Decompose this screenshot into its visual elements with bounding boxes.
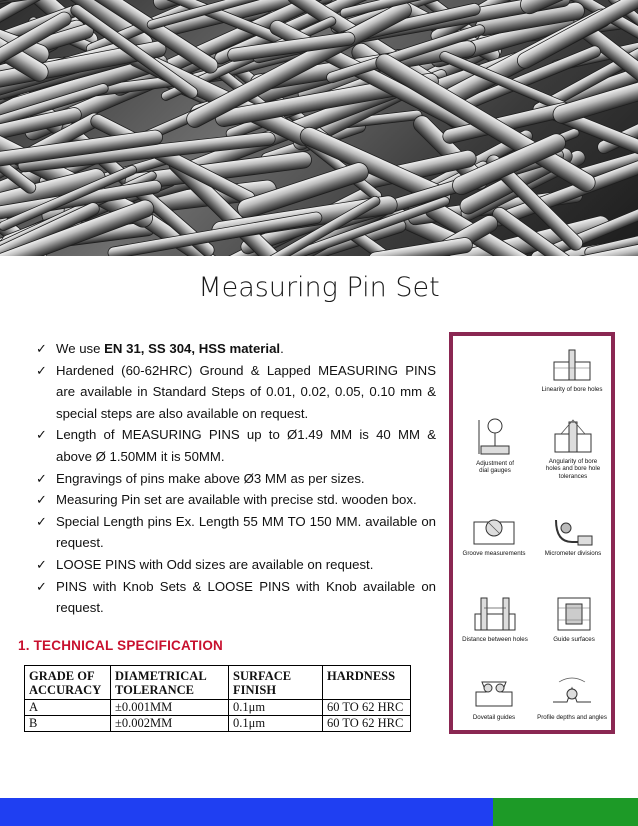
check-icon: ✓ (36, 427, 47, 443)
footer-bar-green (493, 798, 638, 826)
diagram-linearity: Linearity of bore holes (533, 348, 611, 393)
table-cell: ±0.002MM (111, 716, 229, 732)
pins-photo-illustration (0, 0, 638, 256)
dial-gauge-icon (475, 416, 515, 458)
feature-item: ✓ Measuring Pin set are available with precise std. wooden box. (36, 489, 436, 511)
section-heading: 1. TECHNICAL SPECIFICATION (18, 638, 223, 653)
check-icon: ✓ (36, 556, 47, 572)
check-icon: ✓ (36, 492, 47, 508)
header-grade: GRADE OF ACCURACY (25, 666, 111, 700)
feature-list (36, 338, 436, 619)
table-cell: B (25, 716, 111, 732)
table-cell: A (25, 700, 111, 716)
page-title: Measuring Pin Set (198, 272, 440, 303)
feature-item: ✓ PINS with Knob Sets & LOOSE PINS with Knob available on request. (36, 576, 436, 619)
guide-surfaces-icon (554, 594, 594, 634)
hero-pins-photo (0, 0, 638, 256)
check-icon: ✓ (36, 470, 47, 486)
feature-item: ✓ Length of MEASURING PINS up to Ø1.49 MM is 40 MM & above Ø 1.50MM it is 50MM. (36, 424, 436, 467)
footer-bar-blue (0, 798, 493, 826)
diagram-dovetail: Dovetail guides (459, 672, 529, 721)
table-row (25, 716, 411, 732)
profile-angles-icon (549, 672, 595, 712)
table-cell: 60 TO 62 HRC (323, 700, 411, 716)
diagram-distance: Distance between holes (457, 594, 533, 643)
header-finish: SURFACE FINISH (229, 666, 323, 700)
table-cell: 0.1μm (229, 716, 323, 732)
diagram-micrometer: Micrometer divisions (535, 514, 611, 557)
header-tolerance: DIAMETRICAL TOLERANCE (111, 666, 229, 700)
diagram-dial-adjust: Adjustment of dial gauges (461, 416, 529, 475)
diagram-profile: Profile depths and angles (531, 672, 613, 721)
applications-diagram-panel (449, 332, 615, 734)
micrometer-icon (550, 514, 596, 548)
diagram-guide: Guide surfaces (537, 594, 611, 643)
dovetail-icon (472, 672, 516, 712)
check-icon: ✓ (36, 341, 47, 356)
linearity-icon (552, 348, 592, 384)
angularity-icon (553, 416, 593, 456)
header-hardness: HARDNESS (323, 666, 411, 700)
spec-table (24, 665, 411, 732)
steel-pin (367, 236, 473, 256)
feature-item: ✓ Engravings of pins make above Ø3 MM as per sizes. (36, 468, 436, 490)
table-cell: ±0.001MM (111, 700, 229, 716)
diagram-angularity: Angularity of bore holes and bore hole tolerances (535, 416, 611, 480)
feature-item: ✓ We use EN 31, SS 304, HSS material. (36, 338, 436, 360)
table-cell: 0.1μm (229, 700, 323, 716)
feature-item: ✓ LOOSE PINS with Odd sizes are available on request. (36, 554, 436, 576)
diagram-groove: Groove measurements (457, 514, 531, 557)
feature-item: ✓ Hardened (60-62HRC) Ground & Lapped MEASURING PINS are available in Standard Steps of 0.01, 0.02, 0.05, 0.10 mm & special steps are also available on request. (36, 360, 436, 425)
check-icon: ✓ (36, 362, 47, 378)
check-icon: ✓ (36, 513, 47, 529)
table-cell: 60 TO 62 HRC (323, 716, 411, 732)
check-icon: ✓ (36, 578, 47, 594)
feature-item: ✓ Special Length pins Ex. Length 55 MM TO 150 MM. available on request. (36, 511, 436, 554)
table-header-row (25, 666, 411, 700)
groove-icon (472, 514, 516, 548)
table-row (25, 700, 411, 716)
distance-holes-icon (473, 594, 517, 634)
